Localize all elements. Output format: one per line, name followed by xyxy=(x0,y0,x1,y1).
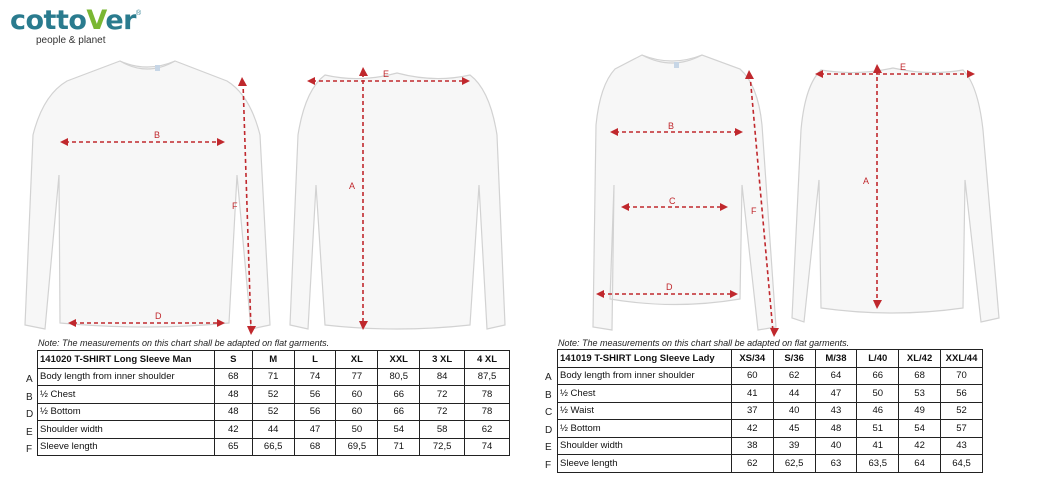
table-row xyxy=(558,437,983,455)
table-cell: 48 xyxy=(214,403,252,421)
row-letter: B xyxy=(26,391,33,403)
row-label: Sleeve length xyxy=(558,455,732,473)
table-cell: 56 xyxy=(941,385,983,403)
table-cell: 52 xyxy=(252,386,294,404)
label-b: B xyxy=(668,121,675,131)
table-row xyxy=(38,368,510,386)
table-cell: 38 xyxy=(731,437,773,455)
row-letter: F xyxy=(26,444,33,455)
table-cell: 71 xyxy=(378,438,420,456)
table-cell: 40 xyxy=(815,437,857,455)
row-letter: F xyxy=(545,459,552,471)
measurement-note-lady: Note: The measurements on this chart shall be adapted on flat garments. xyxy=(558,338,850,348)
row-letter: A xyxy=(545,372,552,383)
row-letter: D xyxy=(545,424,553,436)
table-cell: 52 xyxy=(941,402,983,420)
table-cell: 54 xyxy=(378,421,420,439)
size-header: 4 XL xyxy=(465,351,510,369)
table-cell: 72,5 xyxy=(420,438,465,456)
table-cell: 63,5 xyxy=(857,455,899,473)
table-cell: 60 xyxy=(336,403,378,421)
table-cell: 84 xyxy=(420,368,465,386)
table-cell: 60 xyxy=(731,367,773,385)
table-cell: 56 xyxy=(294,403,336,421)
row-label: ½ Waist xyxy=(558,402,732,420)
table-row xyxy=(558,402,983,420)
row-label: ½ Chest xyxy=(38,386,215,404)
table-cell: 64 xyxy=(899,455,941,473)
table-cell: 68 xyxy=(899,367,941,385)
table-cell: 58 xyxy=(420,421,465,439)
row-letter: E xyxy=(545,442,552,453)
size-header: XS/34 xyxy=(731,350,773,368)
table-cell: 37 xyxy=(731,402,773,420)
registered-mark: ® xyxy=(136,10,142,17)
row-label: Body length from inner shoulder xyxy=(558,367,732,385)
table-cell: 48 xyxy=(815,420,857,438)
row-letter: A xyxy=(26,374,33,385)
size-header: L xyxy=(294,351,336,369)
table-cell: 51 xyxy=(857,420,899,438)
table-cell: 62,5 xyxy=(773,455,815,473)
table-cell: 63 xyxy=(815,455,857,473)
table-cell: 47 xyxy=(294,421,336,439)
table-cell: 44 xyxy=(252,421,294,439)
brand-name: cottoVer xyxy=(10,5,136,36)
table-cell: 53 xyxy=(899,385,941,403)
brand-logo xyxy=(10,5,142,46)
brand-tagline: people & planet xyxy=(36,35,106,46)
table-row xyxy=(38,421,510,439)
row-label: Body length from inner shoulder xyxy=(38,368,215,386)
size-header: XL xyxy=(336,351,378,369)
row-label: ½ Bottom xyxy=(38,403,215,421)
row-letter: C xyxy=(545,407,553,418)
label-b: B xyxy=(154,130,161,140)
table-cell: 43 xyxy=(815,402,857,420)
lady-front-garment xyxy=(590,45,790,340)
label-a: A xyxy=(863,176,870,186)
table-cell: 49 xyxy=(899,402,941,420)
table-header-row xyxy=(558,350,983,368)
table-cell: 80,5 xyxy=(378,368,420,386)
size-header: XL/42 xyxy=(899,350,941,368)
table-cell: 41 xyxy=(731,385,773,403)
table-cell: 77 xyxy=(336,368,378,386)
label-e: E xyxy=(900,62,907,72)
table-cell: 39 xyxy=(773,437,815,455)
table-cell: 42 xyxy=(731,420,773,438)
table-header-title: 141019 T-SHIRT Long Sleeve Lady xyxy=(558,350,732,368)
table-cell: 54 xyxy=(899,420,941,438)
size-header: XXL/44 xyxy=(941,350,983,368)
table-cell: 46 xyxy=(857,402,899,420)
table-cell: 74 xyxy=(465,438,510,456)
table-cell: 48 xyxy=(214,386,252,404)
row-letter: D xyxy=(26,409,34,420)
table-cell: 66 xyxy=(378,403,420,421)
table-cell: 78 xyxy=(465,403,510,421)
table-cell: 66,5 xyxy=(252,438,294,456)
table-row xyxy=(38,386,510,404)
row-letter: E xyxy=(26,426,33,438)
label-c: C xyxy=(669,196,676,206)
lady-back-garment xyxy=(793,50,1008,330)
table-header-title: 141020 T-SHIRT Long Sleeve Man xyxy=(38,351,215,369)
table-cell: 50 xyxy=(857,385,899,403)
label-d: D xyxy=(666,282,673,292)
table-cell: 64 xyxy=(815,367,857,385)
man-front-garment xyxy=(15,55,277,340)
table-cell: 57 xyxy=(941,420,983,438)
table-cell: 87,5 xyxy=(465,368,510,386)
label-f: F xyxy=(751,206,757,216)
row-label: Shoulder width xyxy=(558,437,732,455)
table-cell: 68 xyxy=(214,368,252,386)
table-cell: 43 xyxy=(941,437,983,455)
man-row-letters xyxy=(26,371,33,459)
row-label: ½ Chest xyxy=(558,385,732,403)
man-size-table xyxy=(37,350,510,456)
table-row xyxy=(558,420,983,438)
table-cell: 47 xyxy=(815,385,857,403)
row-label: Shoulder width xyxy=(38,421,215,439)
table-cell: 70 xyxy=(941,367,983,385)
size-header: S xyxy=(214,351,252,369)
table-cell: 60 xyxy=(336,386,378,404)
table-row xyxy=(38,403,510,421)
table-row xyxy=(558,367,983,385)
table-cell: 72 xyxy=(420,386,465,404)
table-cell: 66 xyxy=(857,367,899,385)
size-header: XXL xyxy=(378,351,420,369)
table-cell: 72 xyxy=(420,403,465,421)
row-label: ½ Bottom xyxy=(558,420,732,438)
table-header-row xyxy=(38,351,510,369)
table-cell: 45 xyxy=(773,420,815,438)
table-cell: 62 xyxy=(465,421,510,439)
label-f: F xyxy=(232,201,238,211)
table-cell: 65 xyxy=(214,438,252,456)
table-cell: 40 xyxy=(773,402,815,420)
measurement-note-man: Note: The measurements on this chart shall be adapted on flat garments. xyxy=(38,338,330,348)
size-header: L/40 xyxy=(857,350,899,368)
table-cell: 44 xyxy=(773,385,815,403)
table-row xyxy=(558,385,983,403)
table-cell: 68 xyxy=(294,438,336,456)
table-cell: 66 xyxy=(378,386,420,404)
table-cell: 50 xyxy=(336,421,378,439)
size-header: M/38 xyxy=(815,350,857,368)
size-header: 3 XL xyxy=(420,351,465,369)
label-a: A xyxy=(349,181,356,191)
size-header: M xyxy=(252,351,294,369)
row-label: Sleeve length xyxy=(38,438,215,456)
lady-size-table xyxy=(557,349,983,473)
table-cell: 62 xyxy=(731,455,773,473)
label-d: D xyxy=(155,311,162,321)
man-back-garment xyxy=(285,55,510,340)
table-cell: 78 xyxy=(465,386,510,404)
table-cell: 71 xyxy=(252,368,294,386)
table-row xyxy=(38,438,510,456)
table-row xyxy=(558,455,983,473)
table-cell: 62 xyxy=(773,367,815,385)
table-cell: 74 xyxy=(294,368,336,386)
table-cell: 41 xyxy=(857,437,899,455)
table-cell: 42 xyxy=(214,421,252,439)
lady-row-letters xyxy=(545,369,552,474)
table-cell: 42 xyxy=(899,437,941,455)
table-cell: 52 xyxy=(252,403,294,421)
table-cell: 69,5 xyxy=(336,438,378,456)
size-header: S/36 xyxy=(773,350,815,368)
table-cell: 64,5 xyxy=(941,455,983,473)
table-cell: 56 xyxy=(294,386,336,404)
label-e: E xyxy=(383,69,390,79)
row-letter: B xyxy=(545,389,552,401)
